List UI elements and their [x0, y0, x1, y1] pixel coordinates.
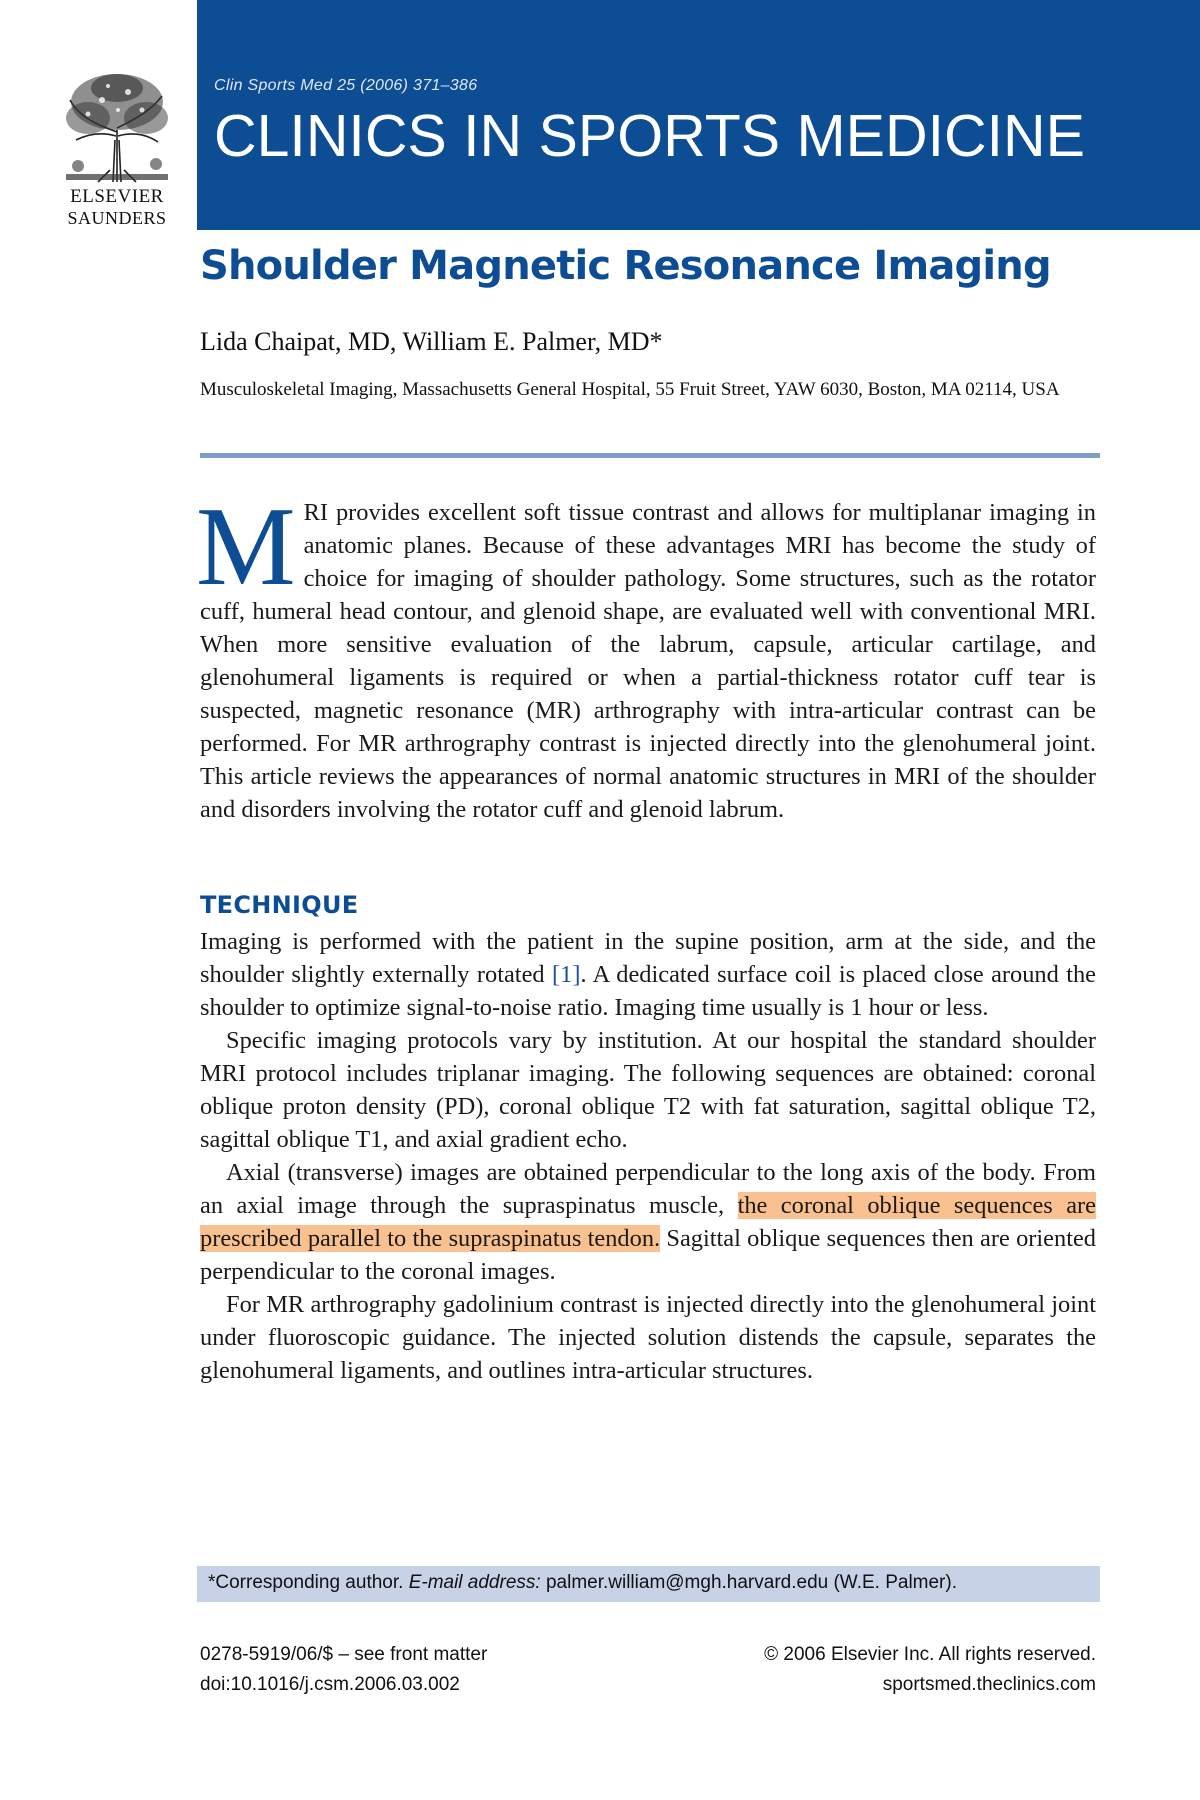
website-link[interactable]: sportsmed.theclinics.com: [882, 1674, 1096, 1695]
journal-citation: Clin Sports Med 25 (2006) 371–386: [214, 77, 478, 94]
corresponding-author-footnote: [208, 1572, 957, 1594]
journal-name: CLINICS IN SPORTS MEDICINE: [214, 103, 1085, 169]
section-heading-technique: TECHNIQUE: [200, 891, 359, 919]
reference-link[interactable]: [1]: [552, 961, 581, 988]
intro-paragraph: [196, 485, 1096, 826]
footnote-prefix: *Corresponding author.: [208, 1572, 409, 1593]
footer-left: [200, 1640, 487, 1700]
author-affiliation: Musculoskeletal Imaging, Massachusetts General Hospital, 55 Fruit Street, YAW 6030, Boston, MA 02114, USA: [200, 379, 1060, 400]
technique-section: [200, 925, 1096, 1387]
footnote-label: E-mail address:: [408, 1572, 541, 1593]
logo-text-elsevier: ELSEVIER: [70, 186, 164, 207]
article-authors: Lida Chaipat, MD, William E. Palmer, MD*: [200, 327, 663, 356]
logo-text-saunders: SAUNDERS: [67, 208, 167, 228]
technique-paragraph-2: Specific imaging protocols vary by institution. At our hospital the standard shoulder MRI protocol includes triplanar imaging. The following sequences are obtained: coronal oblique proton density (PD), coronal oblique T2 with fat saturation, sagittal oblique T2, sagittal oblique T1, and axial gradient echo.: [200, 1027, 1096, 1153]
technique-paragraph-3: [200, 1156, 1096, 1288]
highlighted-text[interactable]: the coronal oblique sequences are prescribed parallel to the supraspinatus tendon.: [200, 1192, 1096, 1252]
elsevier-tree-icon: [58, 70, 176, 188]
paragraph-text: Sagittal oblique sequences then are oriented perpendicular to the coronal images.: [200, 1225, 1096, 1285]
header-divider: [200, 453, 1100, 458]
intro-text: RI provides excellent soft tissue contrast and allows for multiplanar imaging in anatomic planes. Because of these advantages MRI has become the study of choice for imaging of shoulder pathology. Some structures, such as the rotator cuff, humeral head contour, and glenoid shape, are evaluated well with conventional MRI. When more sensitive evaluation of the labrum, capsule, articular cartilage, and glenohumeral ligaments is required or when a partial-thickness rotator cuff tear is suspected, magnetic resonance (MR) arthrography with intra-articular contrast can be performed. For MR arthrography contrast is injected directly into the glenohumeral joint. This article reviews the appearances of normal anatomic structures in MRI of the shoulder and disorders involving the rotator cuff and glenoid labrum.: [200, 499, 1096, 823]
paragraph-text: . A dedicated surface coil is placed close around the shoulder to optimize signal-to-noise ratio. Imaging time usually is 1 hour or less.: [200, 961, 1096, 1021]
copyright-line: © 2006 Elsevier Inc. All rights reserved.: [764, 1644, 1096, 1665]
footnote-email[interactable]: palmer.william@mgh.harvard.edu (W.E. Palmer).: [540, 1572, 957, 1593]
publisher-logo: [58, 70, 176, 230]
footer-right: [764, 1640, 1096, 1700]
journal-banner: [197, 0, 1200, 230]
drop-cap: M: [196, 485, 296, 609]
paragraph-text: Imaging is performed with the patient in the supine position, arm at the side, and the shoulder slightly externally rotated: [200, 928, 1096, 988]
technique-paragraph-1: [200, 925, 1096, 1024]
doi-line[interactable]: doi:10.1016/j.csm.2006.03.002: [200, 1674, 460, 1695]
issn-line: 0278-5919/06/$ – see front matter: [200, 1644, 488, 1665]
article-title: Shoulder Magnetic Resonance Imaging: [200, 243, 1051, 289]
paragraph-text: Axial (transverse) images are obtained perpendicular to the long axis of the body. From an axial image through the supraspinatus muscle,: [200, 1159, 1096, 1219]
technique-paragraph-4: For MR arthrography gadolinium contrast is injected directly into the glenohumeral joint under fluoroscopic guidance. The injected solution distends the capsule, separates the glenohumeral ligaments, and outlines intra-articular structures.: [200, 1291, 1096, 1384]
